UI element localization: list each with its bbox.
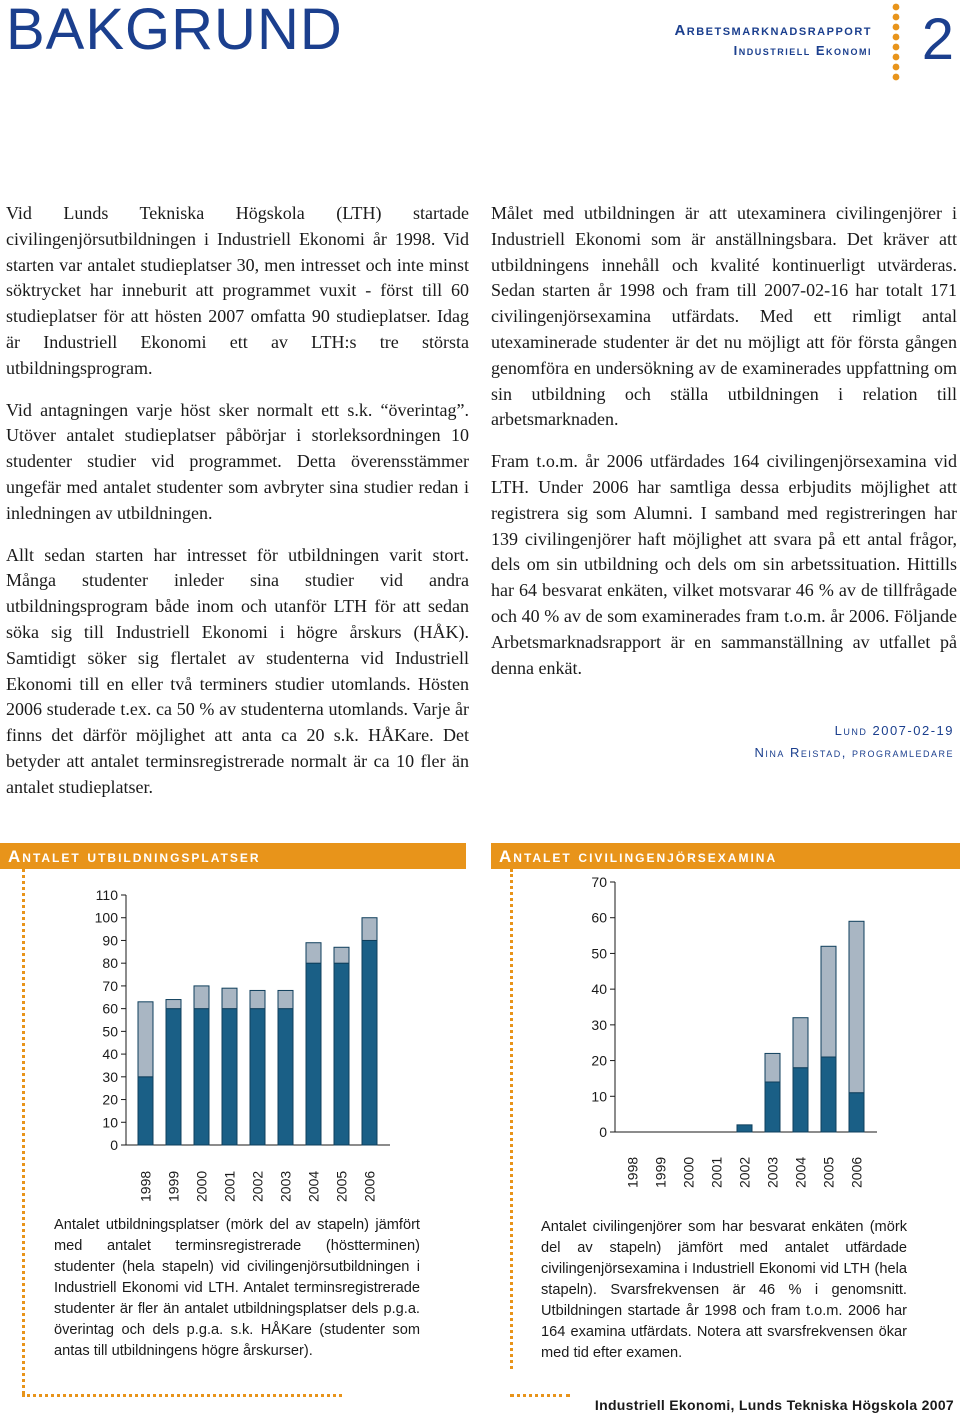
bar-segment-dark bbox=[334, 963, 349, 1145]
chart-caption-left: Antalet utbildningsplatser (mörk del av stapeln) jämfört med antalet terminsregistrerade (höstterminen) studenter (hela stapeln) vid civilingenjörsutbildningen i Industriell Ekonomi vid LTH. Antalet terminsregistrerade studenter är fler än antalet utbildningsplatser dels p.g.a. överintag och dels p.g.a. s.k. HÅKare (studenter som antas till utbildningens högre årskurser). bbox=[54, 1217, 420, 1359]
page-number: 2 bbox=[921, 7, 954, 72]
y-tick-label: 80 bbox=[102, 955, 118, 972]
x-tick-label: 2006 bbox=[361, 1170, 378, 1202]
x-tick-label: 2001 bbox=[221, 1170, 238, 1202]
x-tick-label: 2000 bbox=[680, 1156, 697, 1188]
chart-banner-right: Antalet civilingenjörsexamina bbox=[491, 843, 960, 869]
report-title-line1: Arbetsmarknadsrapport bbox=[674, 22, 872, 39]
right-text-column bbox=[491, 201, 957, 697]
bar-segment-light bbox=[765, 1053, 780, 1082]
paragraph: Allt sedan starten har intresset för utbildningen varit stort. Många studenter inleder sina studier vid andra utbildningsprogram både inom och utanför LTH för att sedan söka sig till Industriell Ekonomi i högre årskurs (HÅK). Samtidigt söker sig flertalet av studenterna vid Industriell Ekonomi till en eller två terminers studier utomlands. Hösten 2006 studerade t.ex. ca 50 % av studenterna utomlands. Varje år finns det därför möjlighet att anta ca 20 s.k. HÅKare. Det betyder att antalet terminsregistrerade normalt är ca 10 fler än antalet studieplatser. bbox=[6, 544, 469, 797]
x-tick-label: 2006 bbox=[848, 1156, 865, 1188]
x-tick-label: 2004 bbox=[792, 1156, 809, 1188]
bar-segment-dark bbox=[362, 940, 377, 1145]
left-text-column bbox=[6, 201, 469, 817]
bar-segment-light bbox=[194, 986, 209, 1009]
x-tick-label: 2003 bbox=[277, 1170, 294, 1202]
bar-segment-dark bbox=[821, 1057, 836, 1132]
bar-segment-dark bbox=[306, 963, 321, 1145]
sign-place-date: Lund 2007-02-19 bbox=[834, 723, 954, 738]
paragraph: Vid Lunds Tekniska Högskola (LTH) startade civilingenjörsutbildningen i Industriell Ekonomi år 1998. Vid starten var antalet studieplatser 30, men intresset och inte minst söktrycket har inneburit att programmet vuxit - först till 60 studieplatser för att hösten 2007 omfatta 90 studieplatser. Idag är Industriell Ekonomi ett av LTH:s tre största utbildningsprogram. bbox=[6, 203, 469, 378]
y-tick-label: 60 bbox=[102, 1000, 118, 1017]
x-tick-label: 2004 bbox=[305, 1170, 322, 1202]
chart-caption-right: Antalet civilingenjörer som har besvarat enkäten (mörk del av stapeln) jämfört med antalet utfärdade civilingenjörsexamina i Industriell Ekonomi vid LTH (hela stapeln). Svarsfrekvensen är 46 % i genomsnitt. Utbildningen startade år 1998 och fram t.o.m. 2006 har 164 examina utfärdats. Notera att svarsfrekvensen ökar med tid efter examen. bbox=[541, 1219, 907, 1361]
bar-segment-dark bbox=[849, 1093, 864, 1132]
x-tick-label: 2002 bbox=[249, 1170, 266, 1202]
y-tick-label: 30 bbox=[591, 1016, 607, 1033]
chart-study-places bbox=[40, 875, 460, 1205]
chart-banner-left: Antalet utbildningsplatser bbox=[0, 843, 466, 869]
y-tick-label: 100 bbox=[94, 909, 118, 926]
bar-segment-dark bbox=[765, 1082, 780, 1132]
paragraph: Målet med utbildningen är att utexaminera civilingenjörer i Industriell Ekonomi som är anställningsbara. Det kräver att utbildningens innehåll och kvalité kontinuerligt utvärderas. Sedan starten år 1998 och fram till 2007-02-16 har totalt 171 civilingenjörsexamina utfärdats. Med ett rimligt antal utexaminerade studenter är det nu möjligt att för första gången genomföra en undersökning av de examinerades uppfattning om sin utbildning och ställa utbildningen i relation till arbetsmarknaden. bbox=[491, 203, 957, 430]
report-title-line2: Industriell Ekonomi bbox=[733, 43, 872, 58]
y-tick-label: 0 bbox=[110, 1137, 118, 1153]
x-tick-label: 2000 bbox=[193, 1170, 210, 1202]
bar-segment-dark bbox=[737, 1125, 752, 1132]
sign-name: Nina Reistad, programledare bbox=[754, 745, 954, 760]
y-tick-label: 10 bbox=[591, 1088, 607, 1105]
y-tick-label: 50 bbox=[102, 1023, 118, 1040]
y-tick-label: 70 bbox=[591, 874, 607, 890]
y-tick-label: 0 bbox=[599, 1124, 607, 1140]
signature bbox=[755, 720, 954, 764]
x-tick-label: 2002 bbox=[736, 1156, 753, 1188]
x-tick-label: 1999 bbox=[165, 1170, 182, 1202]
bar-segment-light bbox=[138, 1002, 153, 1077]
bar-segment-light bbox=[362, 918, 377, 941]
x-tick-label: 1998 bbox=[624, 1156, 641, 1188]
bar-segment-light bbox=[821, 946, 836, 1057]
y-tick-label: 40 bbox=[102, 1046, 118, 1063]
page-title: BAKGRUND bbox=[6, 0, 343, 62]
y-tick-label: 110 bbox=[95, 887, 118, 903]
x-tick-label: 2001 bbox=[708, 1156, 725, 1188]
y-tick-label: 60 bbox=[591, 909, 607, 926]
y-tick-label: 20 bbox=[591, 1052, 607, 1069]
y-tick-label: 90 bbox=[102, 932, 118, 949]
bar-segment-dark bbox=[166, 1009, 181, 1145]
chart-degrees bbox=[530, 870, 950, 1200]
bar-segment-light bbox=[793, 1018, 808, 1068]
x-tick-label: 1999 bbox=[652, 1156, 669, 1188]
y-tick-label: 40 bbox=[591, 981, 607, 998]
y-tick-label: 10 bbox=[102, 1114, 118, 1131]
report-title bbox=[674, 22, 872, 58]
x-tick-label: 2005 bbox=[333, 1170, 350, 1202]
bar-segment-light bbox=[306, 943, 321, 963]
bar-segment-dark bbox=[793, 1068, 808, 1132]
y-tick-label: 30 bbox=[102, 1068, 118, 1085]
bar-segment-light bbox=[849, 921, 864, 1092]
bar-segment-dark bbox=[250, 1009, 265, 1145]
bar-segment-light bbox=[278, 990, 293, 1008]
bar-segment-dark bbox=[138, 1077, 153, 1145]
bar-segment-light bbox=[166, 1000, 181, 1009]
y-tick-label: 70 bbox=[102, 977, 118, 994]
dotted-frame-line bbox=[22, 1394, 342, 1397]
x-tick-label: 1998 bbox=[137, 1170, 154, 1202]
x-tick-label: 2005 bbox=[820, 1156, 837, 1188]
y-tick-label: 50 bbox=[591, 945, 607, 962]
dotted-frame-line bbox=[510, 869, 513, 1369]
bar-segment-light bbox=[334, 947, 349, 963]
bar-segment-dark bbox=[278, 1009, 293, 1145]
bar-segment-light bbox=[250, 990, 265, 1008]
bar-segment-dark bbox=[194, 1009, 209, 1145]
bar-segment-dark bbox=[222, 1009, 237, 1145]
paragraph: Fram t.o.m. år 2006 utfärdades 164 civilingenjörsexamina vid LTH. Under 2006 har samtliga dessa erbjudits möjlighet att registrera sig som Alumni. I samband med registreringen har 139 civilingenjörer haft möjlighet att svara på ett antal frågor, dels om sin utbildning och dels om sin arbetssituation. Hittills har 64 besvarat enkäten, vilket motsvarar 46 % av de tillfrågade och 40 % av de som examinerades fram t.o.m. år 2006. Följande Arbetsmarknadsrapport är en sammanställning av utfallet på denna enkät. bbox=[491, 451, 957, 678]
x-tick-label: 2003 bbox=[764, 1156, 781, 1188]
y-tick-label: 20 bbox=[102, 1091, 118, 1108]
dotted-divider-icon bbox=[889, 2, 903, 82]
footer: Industriell Ekonomi, Lunds Tekniska Högskola 2007 bbox=[594, 1397, 954, 1413]
paragraph: Vid antagningen varje höst sker normalt ett s.k. “överintag”. Utöver antalet studieplatser påbörjar i storleksordningen 10 studenter studier vid programmet. Detta överensstämmer ungefär med antalet studenter som avbryter sina studier redan i inledningen av utbildningen. bbox=[6, 399, 469, 523]
bar-segment-light bbox=[222, 988, 237, 1008]
dotted-frame-line bbox=[22, 869, 25, 1394]
dotted-frame-line bbox=[510, 1394, 570, 1397]
